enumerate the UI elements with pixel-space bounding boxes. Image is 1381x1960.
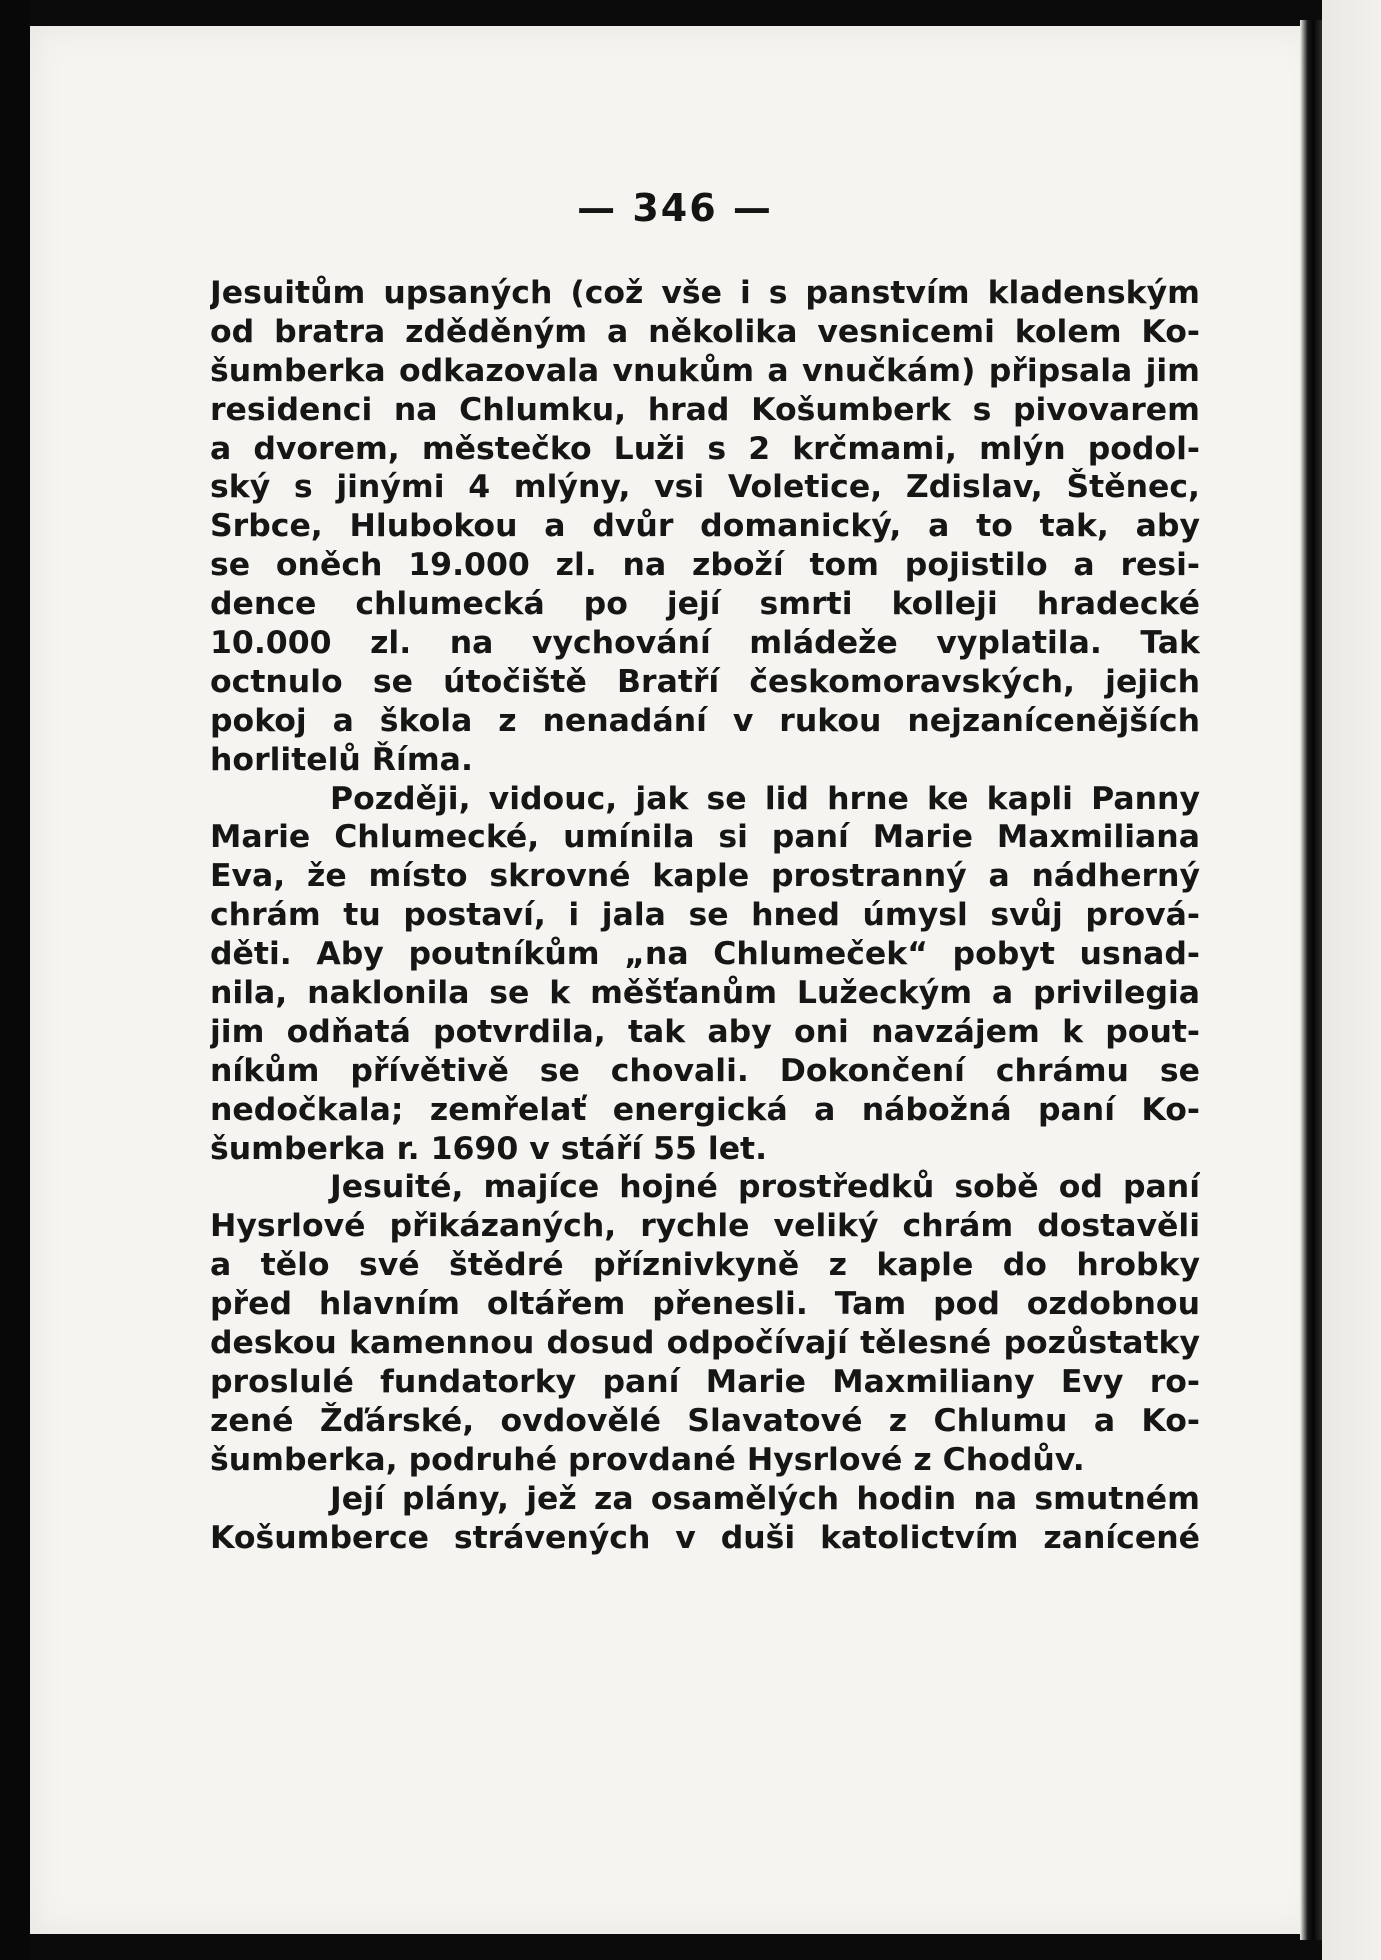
text-line: Později, vidouc, jak se lid hrne ke kapli Panny: [330, 780, 1200, 817]
text-line: residenci na Chlumku, hrad Košumberk s pivovarem: [210, 391, 1200, 428]
book-spine: [1300, 20, 1322, 1940]
text-line: horlitelů Říma.: [210, 741, 473, 778]
text-line: Košumberce strávených v duši katolictvím zanícené: [210, 1519, 1200, 1556]
text-line: před hlavním oltářem přenesli. Tam pod ozdobnou: [210, 1286, 1200, 1323]
scan-border: [0, 0, 30, 1960]
text-line: proslulé fundatorky paní Marie Maxmiliany Evy ro-: [210, 1363, 1200, 1400]
text-line: chrám tu postaví, i jala se hned úmysl svůj prová-: [210, 897, 1200, 934]
text-line: a dvorem, městečko Luži s 2 krčmami, mlýn podol-: [210, 430, 1200, 467]
book-page: [30, 26, 1320, 1934]
text-line: ský s jinými 4 mlýny, vsi Voletice, Zdislav, Štěnec,: [210, 469, 1200, 506]
text-line: níkům přívětivě se chovali. Dokončení chrámu se: [210, 1052, 1200, 1089]
text-line: Srbce, Hlubokou a dvůr domanický, a to tak, aby: [210, 508, 1200, 545]
text-line: děti. Aby poutníkům „na Chlumeček“ pobyt usnad-: [210, 936, 1200, 973]
adjacent-page-edge: [1322, 0, 1381, 1960]
text-line: od bratra zděděným a několika vesnicemi kolem Ko-: [210, 313, 1200, 350]
text-line: 10.000 zl. na vychování mládeže vyplatila. Tak: [210, 625, 1200, 662]
text-line: Její plány, jež za osamělých hodin na smutném: [330, 1480, 1200, 1517]
text-line: Jesuitům upsaných (což vše i s panstvím kladenským: [210, 275, 1200, 311]
text-line: nedočkala; zemřelať energická a nábožná paní Ko-: [210, 1091, 1200, 1128]
body-text: [210, 274, 1200, 1557]
text-line: zené Žďárské, ovdovělé Slavatové z Chlumu a Ko-: [210, 1402, 1200, 1439]
page-number: — 346 —: [577, 186, 773, 230]
text-line: Eva, že místo skrovné kaple prostranný a nádherný: [210, 858, 1200, 895]
text-line: pokoj a škola z nenadání v rukou nejzanícenějších: [210, 702, 1200, 739]
text-line: nila, naklonila se k měšťanům Lužeckým a privilegia: [210, 975, 1200, 1012]
text-line: šumberka r. 1690 v stáří 55 let.: [210, 1130, 768, 1167]
text-line: a tělo své štědré příznivkyně z kaple do hrobky: [210, 1247, 1200, 1284]
text-line: deskou kamennou dosud odpočívají tělesné pozůstatky: [210, 1325, 1200, 1362]
text-line: se oněch 19.000 zl. na zboží tom pojistilo a resi-: [210, 547, 1200, 584]
text-line: Jesuité, majíce hojné prostředků sobě od paní: [330, 1169, 1200, 1206]
text-line: octnulo se útočiště Bratří českomoravských, jejich: [210, 663, 1200, 700]
text-line: dence chlumecká po její smrti kolleji hradecké: [210, 586, 1200, 623]
text-line: Marie Chlumecké, umínila si paní Marie Maxmiliana: [210, 819, 1200, 856]
text-line: šumberka, podruhé provdané Hysrlové z Chodův.: [210, 1441, 1085, 1478]
text-line: Hysrlové přikázaných, rychle veliký chrám dostavěli: [210, 1208, 1200, 1245]
text-line: šumberka odkazovala vnukům a vnučkám) připsala jim: [210, 352, 1200, 389]
text-line: jim odňatá potvrdila, tak aby oni navzájem k pout-: [210, 1013, 1200, 1050]
